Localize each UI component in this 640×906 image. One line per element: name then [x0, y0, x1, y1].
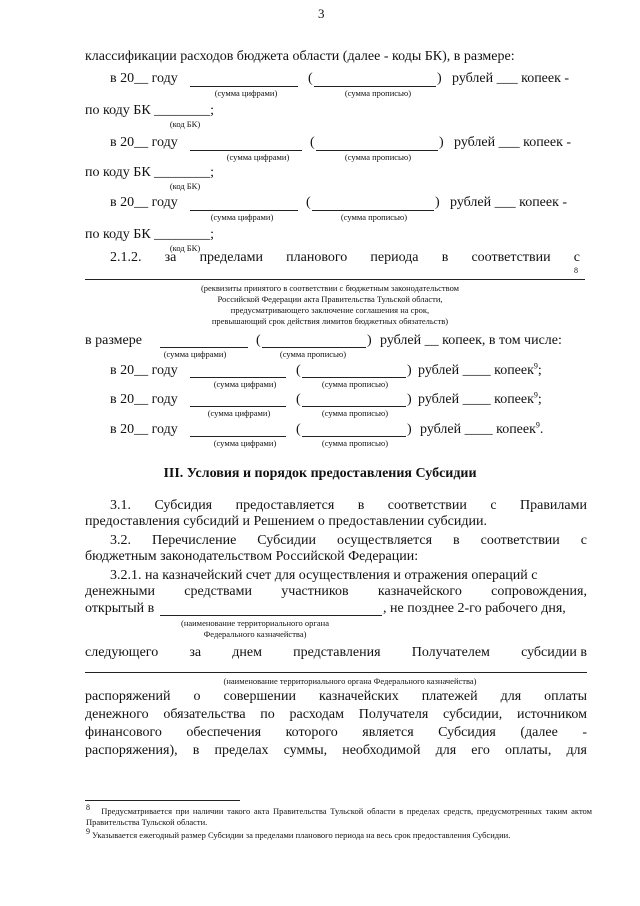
year-label: в 20__ году [110, 422, 178, 437]
rubles-label: рублей ____ копеек$^9$; [418, 361, 542, 378]
footnote-ref-8: 8 [574, 266, 578, 275]
year-label: в 20__ году [110, 195, 178, 210]
caption-sum-words: (сумма прописью) [340, 212, 408, 222]
caption-fk-2: Федерального казначейства) [203, 629, 307, 639]
caption-sum-words: (сумма прописью) [321, 438, 389, 448]
fk-name-blank-full [85, 672, 587, 673]
caption-kbk: (код БК) [169, 243, 201, 253]
year-label: в 20__ году [110, 135, 178, 150]
kbk-line: по коду БК ________; [85, 103, 215, 118]
p32-line: 3.2. Перечисление Субсидии осуществляется в соответствии с [110, 533, 587, 548]
caption-sum-digits: (сумма цифрами) [163, 349, 227, 359]
act-details-blank [85, 279, 585, 280]
amount-suffix: рублей __ копеек, в том числе: [380, 333, 562, 348]
caption-sum-digits: (сумма цифрами) [214, 88, 278, 98]
sum-digits-blank [190, 406, 286, 407]
sum-digits-blank [160, 347, 248, 348]
intro-line: классификации расходов бюджета области (далее - коды БК), в размере: [85, 49, 515, 64]
caption-act-3: предусматривающего заключение соглашения на срок, [230, 305, 430, 315]
footnote-separator [85, 800, 240, 801]
kbk-line: по коду БК ________; [85, 165, 215, 180]
fk-name-blank [160, 615, 382, 616]
p321-line5: распоряжений о совершении казначейских платежей для оплаты [85, 689, 587, 704]
year-label: в 20__ году [110, 363, 178, 378]
sum-words-blank [312, 210, 434, 211]
caption-sum-words: (сумма прописью) [344, 88, 412, 98]
footnote-8: $^8$ Предусматривается при наличии такого акта Правительства Тульской области в пределах средств, предусмотренных таким актом Правительства Тульской области. [86, 803, 593, 827]
caption-sum-digits: (сумма цифрами) [213, 438, 277, 448]
rubles-label: рублей ___ копеек - [454, 135, 572, 150]
caption-sum-digits: (сумма цифрами) [210, 212, 274, 222]
caption-fk-full: (наименование территориального органа Федерального казначейства) [223, 676, 477, 686]
p321-line3a: открытый в [85, 601, 155, 616]
caption-act-2: Российской Федерации акта Правительства Тульской области, [217, 294, 443, 304]
p31-line2: предоставления субсидий и Решением о предоставлении субсидии. [85, 514, 487, 529]
caption-kbk: (код БК) [169, 181, 201, 191]
rubles-label: рублей ___ копеек - [450, 195, 568, 210]
p321-line8: распоряжения), в пределах суммы, необходимой для его оплаты, для [85, 743, 587, 758]
sum-words-blank [302, 436, 406, 437]
p321-line4: следующего за днем представления Получателем субсидии в [85, 645, 587, 660]
sum-words-blank [262, 347, 366, 348]
p321-line3b: , не позднее 2-го рабочего дня, [383, 601, 566, 616]
sum-words-blank [302, 406, 406, 407]
caption-sum-digits: (сумма цифрами) [213, 379, 277, 389]
page-number: 3 [318, 6, 325, 21]
rubles-label: рублей ___ копеек - [452, 71, 570, 86]
caption-sum-digits: (сумма цифрами) [207, 408, 271, 418]
caption-act-4: превышающий срок действия лимитов бюджетных обязательств) [211, 316, 449, 326]
footnote-9: $^9$ Указывается ежегодный размер Субсидии за пределами планового периода на весь срок предоставления Субсидии. [86, 827, 511, 840]
p32-line2: бюджетным законодательством Российской Федерации: [85, 549, 419, 564]
p31-line: 3.1. Субсидия предоставляется в соответствии с Правилами [110, 498, 587, 513]
kbk-line: по коду БК ________; [85, 227, 215, 242]
sum-words-blank [302, 377, 406, 378]
sum-digits-blank [190, 86, 298, 87]
p321-line1: 3.2.1. на казначейский счет для осуществления и отражения операций с [110, 568, 538, 583]
caption-sum-digits: (сумма цифрами) [226, 152, 290, 162]
sum-digits-blank [190, 150, 302, 151]
caption-fk-1: (наименование территориального органа [180, 618, 329, 628]
caption-act-1: (реквизиты принятого в соответствии с бюджетным законодательством [200, 283, 460, 293]
caption-sum-words: (сумма прописью) [321, 408, 389, 418]
year-label: в 20__ году [110, 71, 178, 86]
rubles-label: рублей ____ копеек$^9$; [418, 390, 542, 407]
section-title: III. Условия и порядок предоставления Субсидии [163, 466, 477, 481]
p321-line6: денежного обязательства по расходам Получателя субсидии, источником [85, 707, 587, 722]
amount-label: в размере [85, 333, 142, 348]
caption-sum-words: (сумма прописью) [321, 379, 389, 389]
p321-line2: денежными средствами участников казначейского сопровождения, [85, 584, 587, 599]
p212-line: 2.1.2. за пределами планового периода в соответствии с [110, 250, 580, 265]
caption-kbk: (код БК) [169, 119, 201, 129]
year-label: в 20__ году [110, 392, 178, 407]
sum-digits-blank [190, 377, 286, 378]
sum-digits-blank [190, 210, 298, 211]
caption-sum-words: (сумма прописью) [344, 152, 412, 162]
rubles-label: рублей ____ копеек$^9$. [420, 420, 544, 437]
p321-line7: финансового обеспечения которого является Субсидия (далее - [85, 725, 587, 740]
document-page: 3 классификации расходов бюджета области (далее - коды БК), в размере: в 20__ году ( ) рублей ___ копеек - (сумма цифрами) (сумма прописью) по коду БК ________; (код БК) в 20__ году ( ) рублей ___ копеек - (сумма цифрами) (сумма прописью) по коду БК ________; (код БК) в 20__ году ( ) рублей ___ копеек - (сумма цифрами) (сумма прописью) по коду БК ________; (код БК) 2.1.2. за пределами планового периода в соответствии с 8 (реквизиты принятого в соответствии с бюджетным законодательством Российской Федерации акта Правительства Тульской области, предусматривающего заключение соглашения на срок, превышающий срок действия лимитов бюджетных обязательств) в размере ( ) рублей __ копеек, в том числе: (сумма цифрами) (сумма прописью) в 20__ году ( ) рублей ____ копеек$^9$; (сумма цифрами) (сумма прописью) в 20__ году ( ) рублей ____ копеек$^9$; (сумма цифрами) (сумма прописью) в 20__ году ( ) рублей ____ копеек$^9$. (сумма цифрами) (сумма прописью) III. Условия и порядок предоставления Субсидии 3.1. Субсидия предоставляется в соответствии с Правилами предоставления субсидий и Решением о предоставлении субсидии. 3.2. Перечисление Субсидии осуществляется в соответствии с бюджетным законодательством Российской Федерации: 3.2.1. на казначейский счет для осуществления и отражения операций с денежными средствами участников казначейского сопровождения, открытый в , не позднее 2-го рабочего дня, (наименование территориального органа Федерального казначейства) следующего за днем представления Получателем субсидии в (наименование территориального органа Федерального казначейства) распоряжений о совершении казначейских платежей для оплаты денежного обязательства по расходам Получателя субсидии, источником финансового обеспечения которого является Субсидия (далее - распоряжения), в пределах суммы, необходимой для его оплаты, для $^8$ Предусматривается при наличии такого акта Правительства Тульской области в пределах средств, предусмотренных таким актом Правительства Тульской области. $^9$ Указывается ежегодный размер Субсидии за пределами планового периода на весь срок предоставления Субсидии. [0, 0, 640, 906]
sum-digits-blank [190, 436, 286, 437]
sum-words-blank [316, 150, 438, 151]
sum-words-blank [314, 86, 436, 87]
caption-sum-words: (сумма прописью) [279, 349, 347, 359]
